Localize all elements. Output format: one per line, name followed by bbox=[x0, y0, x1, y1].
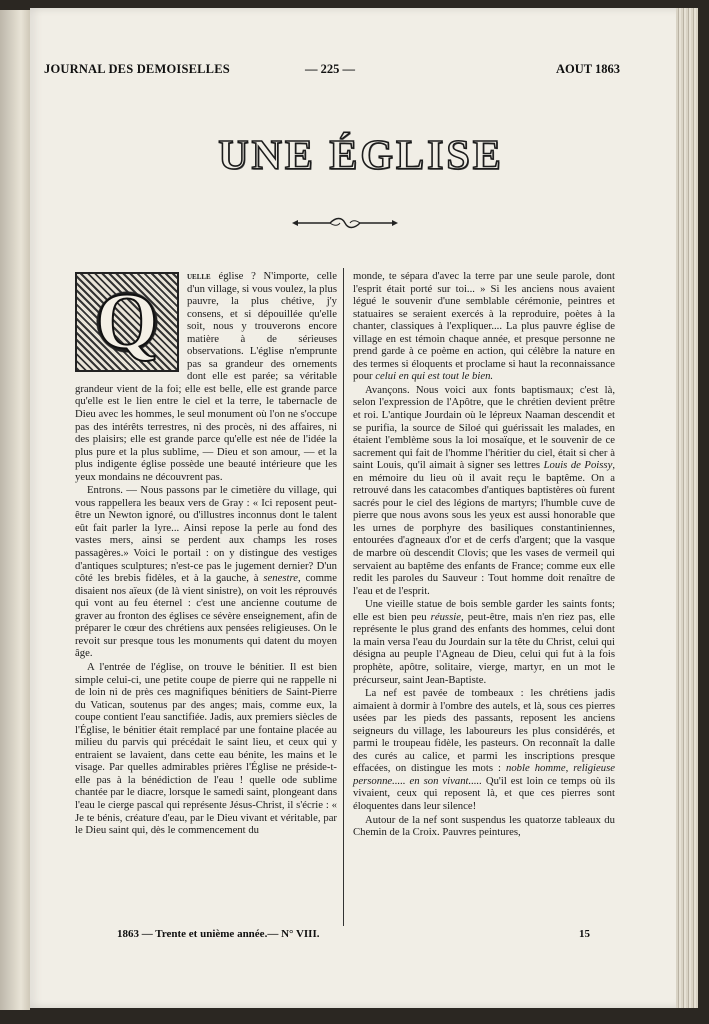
paragraph-entrons bbox=[75, 484, 337, 660]
paragraph-fonts bbox=[353, 384, 615, 597]
paragraph-text: monde, te sépara d'avec la terre par une seule parole, dont l'esprit était porté sur toi... » Si les anciens nous avaient légué le souvenir d'une semblable cérémonie, peintres et statuaires se seraient exercés à la reproduire, poètes à la chanter, classiques à l'expliquer.... La plus pauvre église de village en est témoin chaque année, et presque personne ne prend garde à ce poème en action, qui célèbre la nature en des termes si éloquents et proclame si haut la reconnaissance pour bbox=[353, 270, 615, 383]
paragraph-text: , comme disaient nos aïeux (de là vient sinistre), on voit les réprouvés qui vont au feu éternel : c'est une ancienne coutume de graver au fronton des églises ce sévère enseignement, afin de préparer le cœur des chrétiens aux pensées religieuses. On le revoit sur presque tous les monuments qui datent du moyen âge. bbox=[75, 572, 337, 660]
paragraph-statue bbox=[353, 598, 615, 686]
article-title: UNE ÉGLISE bbox=[218, 133, 504, 179]
paragraph-benitier: A l'entrée de l'église, on trouve le bénitier. Il est bien simple celui-ci, une petite coupe de pierre qui ne rappelle ni de loin ni de près ces magnifiques bénitiers de Saint-Pierre du Vatican, soutenus par des anges; mais, comme eux, la coupe contient l'eau sanctifiée. Jadis, aux premiers siècles de l'Église, le bénitier était remplacé par une fontaine placée au milieu du parvis qui précédait le saint lieu, et ceux qui y entraient se lavaient, dans cette eau bénite, les mains et le visage. Par quelles admirables prières l'Église ne préside-t-elle pas à la bénédiction de l'eau ! quelle ode sublime chantée par le diacre, lorsque le samedi saint, plongeant dans l'eau le cierge pascal qui représente Jésus-Christ, il s'écrie : « Je te bénis, créature d'eau, par le Dieu vivant et véritable, par le Dieu saint qui, dès le commencement du bbox=[75, 660, 337, 837]
facing-page-edge bbox=[0, 10, 30, 1010]
lead-smallcaps: uelle bbox=[187, 270, 211, 282]
paragraph-nef bbox=[353, 687, 615, 812]
ornate-initial-q bbox=[75, 272, 179, 372]
paragraph-text: , en mémoire du lieu où il avait reçu le baptême. On a retrouvé dans les catacombes d'antiques baptistères où furent sacrés pour le ciel des légions de martyrs; l'humble cuve de pierre que nous avons sous les yeux est aussi honorable que les urnes de porphyre des basiliques constantiniennes, entourées d'agneaux d'or et de cerfs d'argent; que la vasque de marbre où descendit Clovis; que les vases de vermeil qui servaient au baptême des enfants de France; comme eux elle redit les paroles du Sauveur : Tout homme doit renaître de l'eau et de l'esprit. bbox=[353, 459, 615, 597]
paragraph-text: église ? N'importe, celle d'un village, si vous voulez, la plus pauvre, la plus chétive, j'y consens, et si dépouillée qu'elle soit, nous y trouverons encore matière à de sérieuses observations. L'église n'emprunte pas sa grandeur des ornements dont elle est parée; sa véritable grandeur vient de la foi; elle est belle, elle est grande parce qu'elle est le lien entre le ciel et la terre, le tabernacle de Dieu avec les hommes, le seul monument où l'on ne s'occupe pas des intérêts terrestres, ni des procès, ni des affaires, ni des plaisirs; elle est grande parce qu'elle est née de l'idée la plus pure et la plus sublime, — Dieu et son amour, — et la plus indigente église possède une beauté intérieure que les yeux mondains ne découvrent pas. bbox=[75, 270, 337, 483]
page-footer bbox=[75, 928, 615, 944]
ornament-divider-icon bbox=[290, 213, 400, 233]
page-number: — 225 — bbox=[305, 62, 355, 76]
issue-date: AOUT 1863 bbox=[555, 62, 620, 76]
journal-name: JOURNAL DES DEMOISELLES bbox=[44, 62, 230, 76]
left-column bbox=[75, 270, 337, 837]
footer-issue: 1863 — Trente et unième année.— N° VIII. bbox=[117, 928, 320, 940]
paragraph-text: Avançons. Nous voici aux fonts baptismaux; c'est là, selon l'expression de l'Apôtre, que le chrétien devient prêtre et roi. L'antique Jourdain où le lépreux Naaman descendit et se purifia, la source de Siloé qui guérissait les malades, en étaient l'emblème sous la loi mosaïque, et le souvenir de ce sacrement qui fait de l'homme l'héritier du ciel, était si cher à saint Louis, qu'il aimait à signer ses lettres bbox=[353, 383, 615, 472]
paragraph-text: Qu'il est loin ce temps où ils vivaient, ceux qui reposent là, et que ces pierres sont éloquentes dans leur silence! bbox=[353, 774, 615, 812]
paragraph-continuation bbox=[353, 270, 615, 383]
paragraph-text: Une vieille statue de bois semble garder les saints fonts; elle est bien peu bbox=[353, 598, 615, 623]
paragraph-text: , peut-être, mais n'en riez pas, elle représente le plus grand des enfants des hommes, celui dont la main versa l'eau du Jourdain sur la tête du Christ, celui qui désigna au peuple l'Agneau de Dieu, celui qui fut à la fois prophète, apôtre, solitaire, vierge, martyr, en un mot le précurseur, saint Jean-Baptiste. bbox=[353, 610, 615, 686]
footer-signature: 15 bbox=[579, 928, 590, 940]
italic-phrase: celui en qui est tout le bien. bbox=[375, 370, 494, 383]
italic-word: réussie bbox=[430, 610, 461, 623]
dropcap-letter: Q bbox=[95, 278, 159, 366]
right-column bbox=[353, 270, 615, 839]
italic-inscription: noble homme, religieuse personne..... en son vivant..... bbox=[353, 762, 615, 787]
paragraph-text: La nef est pavée de tombeaux : les chrétiens jadis aimaient à dormir à l'ombre des autels, et là, sous ces pierres usées par les pieds des passants, reposent les anciens seigneurs du village, les laboureurs les plus considérés, et parmi le troupeau fidèle, les pasteurs. On reconnaît la dalle des curés au calice, et parmi les inscriptions presque effacées, on distingue les mots : bbox=[353, 687, 615, 775]
italic-name: Louis de Poissy bbox=[543, 459, 613, 472]
italic-term: senestre bbox=[263, 572, 299, 585]
paragraph-intro bbox=[75, 270, 337, 483]
paragraph-text: Entrons. — Nous passons par le cimetière du village, qui vous rappellera les beaux vers de Gray : « Ici reposent peut-être un Newton ignoré, ou d'illustres inconnus dont le talent eût fait parler la lyre... Ainsi repose la perle au fond des vastes mers, ainsi se perdent aux champs les roses passagères.» Voici le portail : on y distingue des vestiges d'antiques sculptures; n'est-ce pas le jugement dernier? D'un côté les brebis fidèles, et à la gauche, à bbox=[75, 484, 337, 585]
running-header bbox=[40, 58, 620, 78]
paragraph-chemin-croix: Autour de la nef sont suspendus les quatorze tableaux du Chemin de la Croix. Pauvres peintures, bbox=[353, 813, 615, 839]
column-rule bbox=[343, 268, 344, 926]
